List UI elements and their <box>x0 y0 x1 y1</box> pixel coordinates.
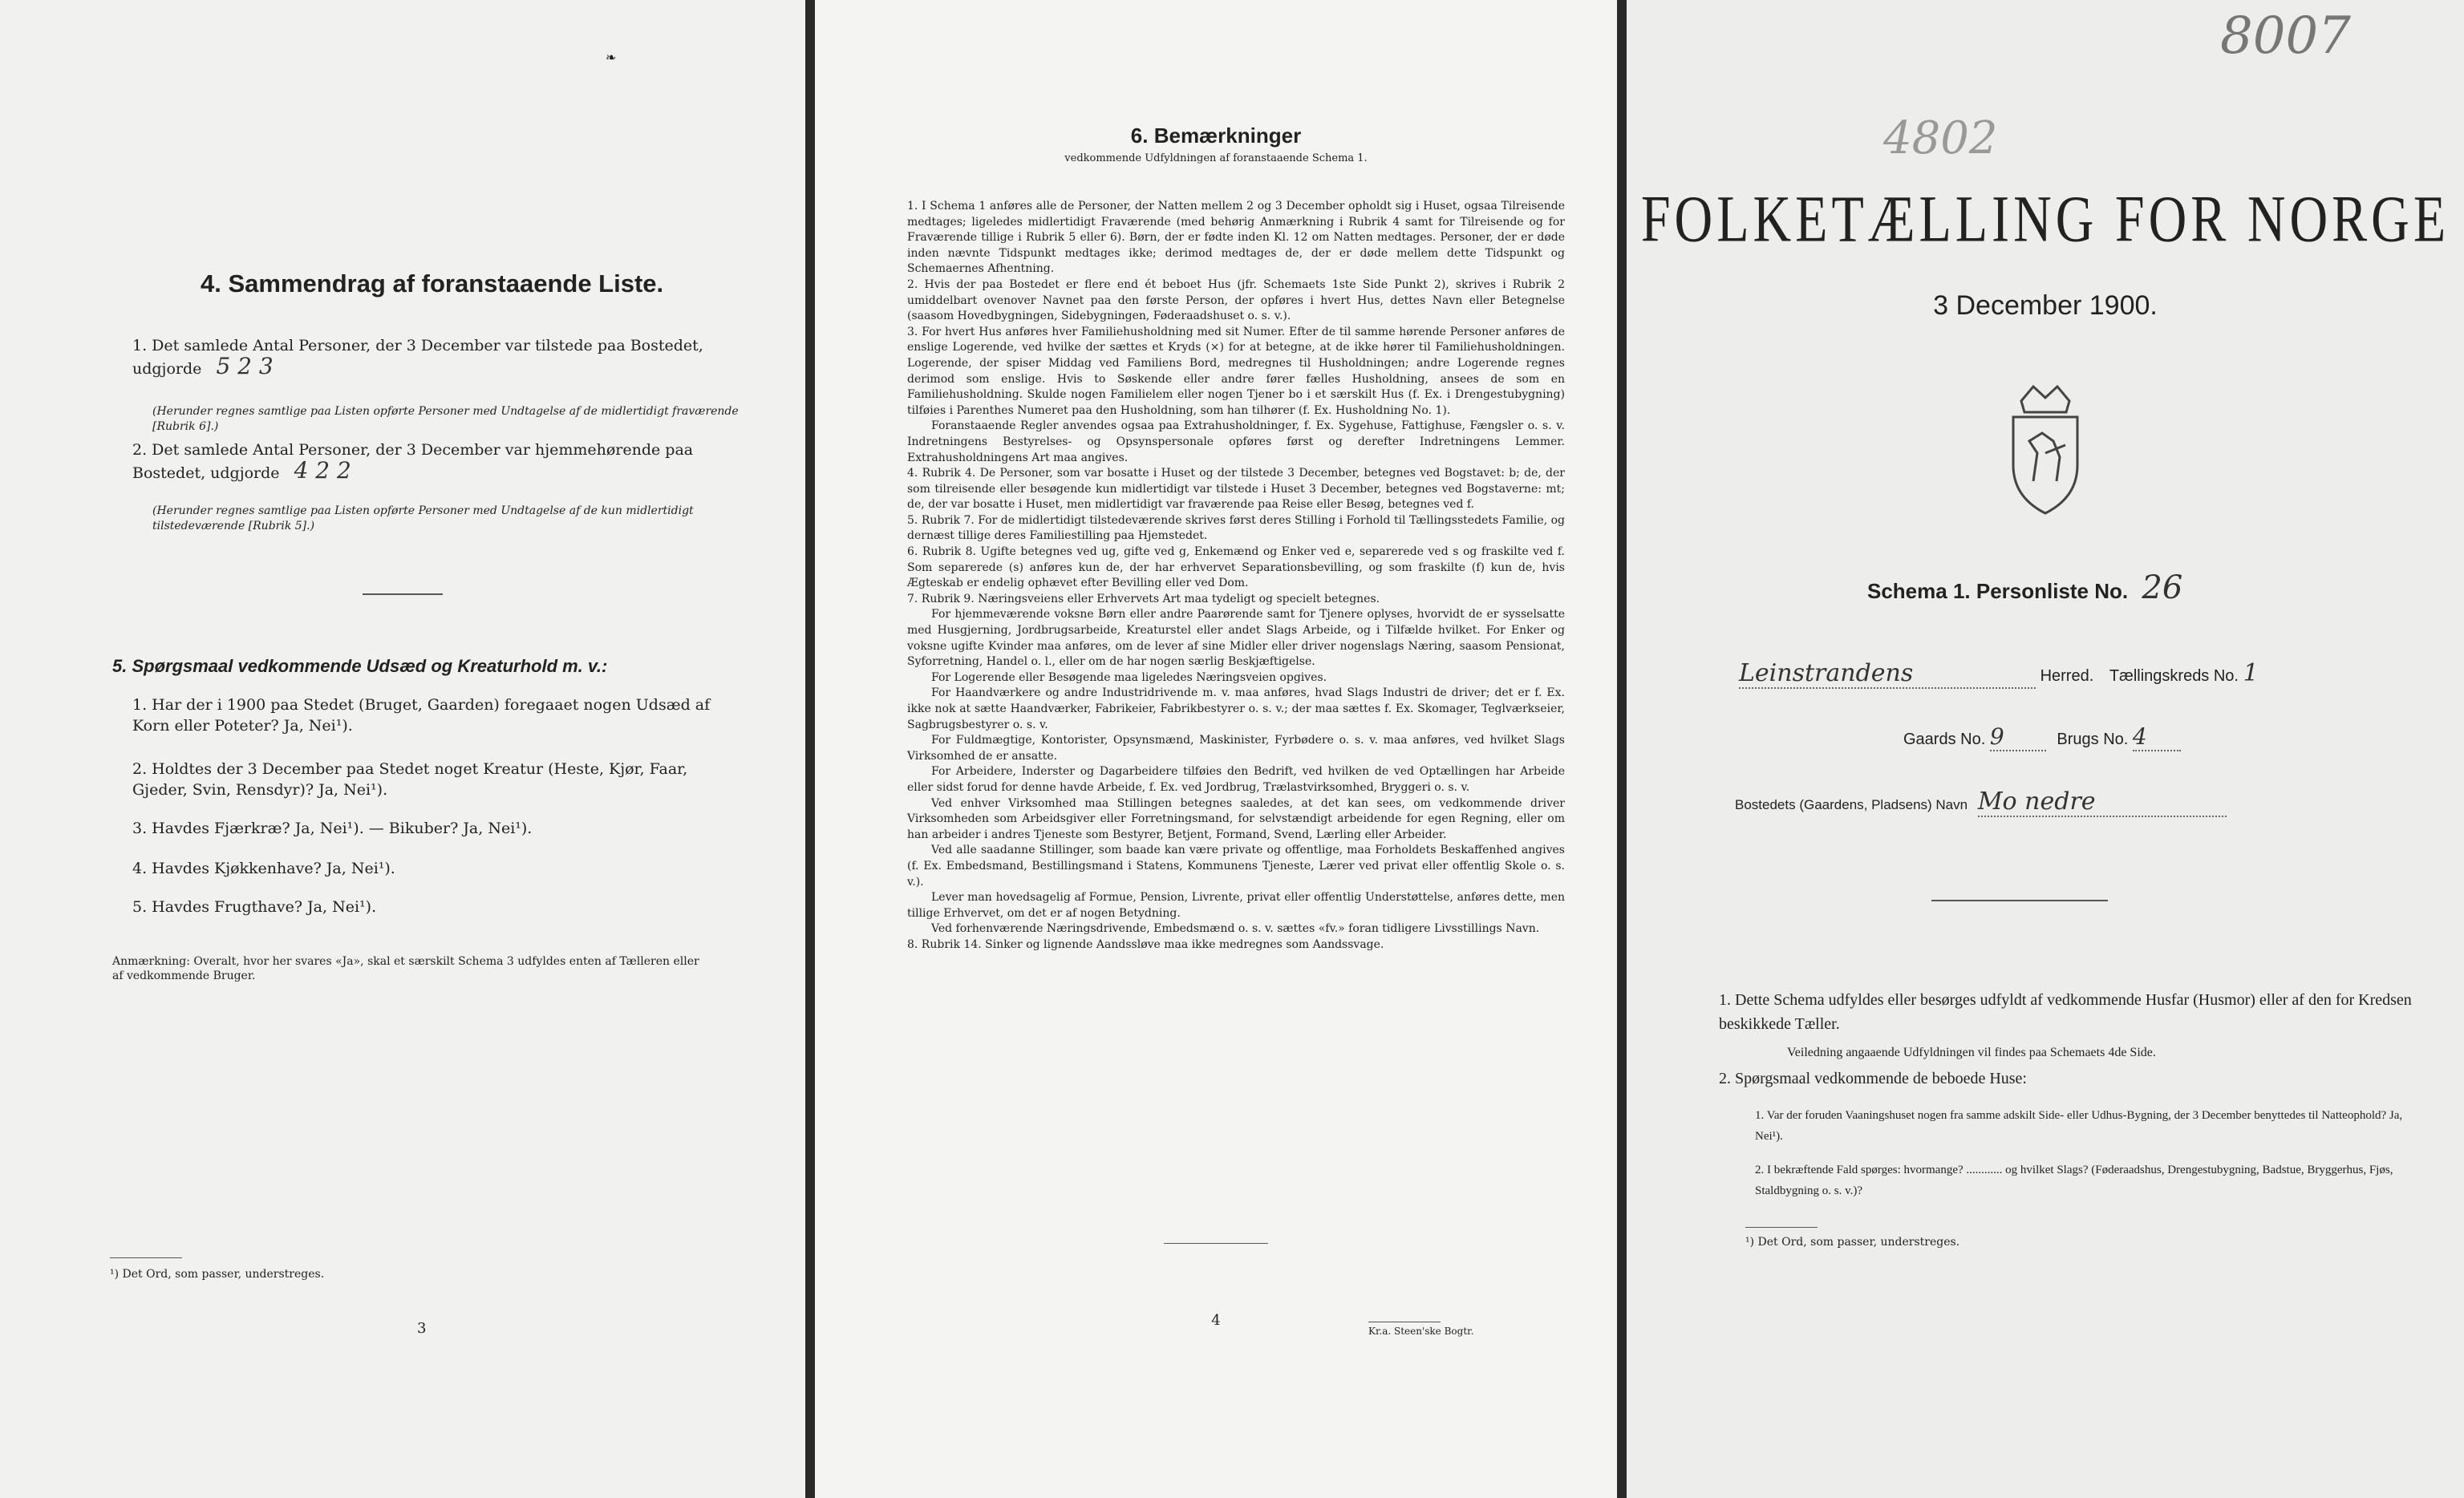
footnote: ¹) Det Ord, som passer, understreges. <box>1745 1236 1960 1249</box>
remark-item: 7. Rubrik 9. Næringsveiens eller Erhvervets Art maa tydeligt og specielt betegnes. <box>907 592 1380 605</box>
remark-item: 2. Hvis der paa Bostedet er flere end ét beboet Hus (jfr. Schemaets 1ste Side Punkt 2), skrives i Rubrik 2 umiddelbart ovenover Navnet paa den første Person, der opføres i hvert Hus, dettes Navn eller Betegnelse (saasom Hovedbygningen, Sidebygningen, Føderaadshuset o. s. v.). <box>907 277 1565 323</box>
gaards-value: 9 <box>1990 723 2046 751</box>
bosted-field <box>1735 787 2227 817</box>
summary-item-2-text: 2. Det samlede Antal Personer, der 3 December var hjemmehørende paa Bostedet, udgjorde <box>132 441 694 482</box>
section5-title: 5. Spørgsmaal vedkommende Udsæd og Kreaturhold m. v.: <box>112 656 608 676</box>
instruction-2-q2: 2. I bekræftende Fald spørges: hvormange? ............ og hvilket Slags? (Føderaadshus, Drengestubygning, Badstue, Bryggerhus, Fjøs, Staldbygning o. s. v.)? <box>1755 1164 2393 1197</box>
page-number: 3 <box>417 1320 427 1337</box>
remark-item: 1. I Schema 1 anføres alle de Personer, der Natten mellem 2 og 3 December opholdt sig i Huset, ogsaa Tilreisende medtages; ligeledes midlertidigt Fraværende (med behørig Anmærkning i Rubrik 4 samt for Tilreisende og for Fraværende tillige i Rubrik 5 eller 6). Børn, der er fødte inden Kl. 12 om Natten medtages. Personer, der er døde inden nævnte Tidspunkt medtages ikke; derimod medtages de, der er døde mellem dette Tidspunkt og Schemaernes Afhentning. <box>907 200 1565 276</box>
herred-label: Herred. <box>2040 667 2094 685</box>
summary-item-1-value: 5 2 3 <box>216 353 274 379</box>
brugs-label: Brugs No. <box>2057 731 2129 748</box>
ink-mark: ❧ <box>606 50 617 65</box>
gaards-label: Gaards No. <box>1903 731 1986 748</box>
page-number: 4 <box>1211 1312 1221 1329</box>
remark-item: For hjemmeværende voksne Børn eller andre Paarørende samt for Tjenere oplyses, hvorvidt de er sysselsatte med Husgjerning, Jordbrugsarbeide, Kreaturstel eller andet Slags Arbeide, og i Tilfælde hvilket. For Enker og voksne ugifte Kvinder maa anføres, om de lever af sine Midler eller driver nogenslags Næring, saasom Pensionat, Syforretning, Handel o. l., eller om de har nogen særlig Beskjæftigelse. <box>907 608 1565 669</box>
question-5: 5. Havdes Frugthave? Ja, Nei¹). <box>132 898 377 916</box>
page-middle <box>815 0 1617 1498</box>
remark-item: Ved forhenværende Næringsdrivende, Embedsmænd o. s. v. sættes «fv.» foran tidligere Livsstillings Navn. <box>931 922 1540 936</box>
instruction-2-q1: 1. Var der foruden Vaaningshuset nogen fra samme adskilt Side- eller Udhus-Bygning, der 3 December benyttedes til Natteophold? Ja, Nei¹). <box>1755 1109 2403 1143</box>
census-title: FOLKETÆLLING FOR NORGE <box>1640 182 2450 256</box>
remark-item: For Arbeidere, Inderster og Dagarbeidere tilføies den Bedrift, ved hvilken de ved Optællingen har Arbeide eller sidst forud for denne havde Arbeide, f. Ex. ved Jordbrug, Trælastvirksomhed, Bryggeri o. s. v. <box>907 765 1565 794</box>
gaards-field <box>1903 723 2181 751</box>
schema-label <box>1867 569 2182 606</box>
remark-item: 4. Rubrik 4. De Personer, som var bosatte i Huset og der tilstede 3 December, betegnes ved Bogstavet: b; de, der som tilreisende eller besøgende kun midlertidigt var tilstede i Huset 3 December, betegnes ved Bogstaverne: mt; de, der var bosatte i Huset, men midlertidigt var fraværende paa Reise eller Besøg, betegnes ved f. <box>907 467 1565 512</box>
remark-item: Foranstaaende Regler anvendes ogsaa paa Extrahusholdninger, f. Ex. Sygehuse, Fattighuse, Fængsler o. s. v. Indretningens Bestyrelses- og Opsynspersonale opføres først og derefter Indretningens Lemmer. Extrahusholdningens Art maa angives. <box>907 419 1565 464</box>
instruction-1: 1. Dette Schema udfyldes eller besørges udfyldt af vedkommende Husfar (Husmor) eller af den for Kredsen beskikkede Tæller. <box>1719 991 2412 1033</box>
summary-title: 4. Sammendrag af foranstaaende Liste. <box>201 269 664 298</box>
schema-label-text: Schema 1. Personliste No. <box>1867 579 2129 603</box>
remarks-subtitle: vedkommende Udfyldningen af foranstaaende Schema 1. <box>1064 152 1368 164</box>
bosted-value: Mo nedre <box>1978 787 2227 817</box>
kreds-value: 1 <box>2243 659 2259 687</box>
summary-item-1-text: 1. Det samlede Antal Personer, der 3 December var tilstede paa Bostedet, udgjorde <box>132 337 703 378</box>
summary-item-1 <box>132 335 742 379</box>
schema-number: 26 <box>2142 569 2183 606</box>
summary-item-2 <box>132 439 742 484</box>
remark: Anmærkning: Overalt, hvor her svares «Ja», skal et særskilt Schema 3 udfyldes enten af Tælleren eller af vedkommende Bruger. <box>112 955 699 982</box>
footnote-rule <box>1745 1227 1818 1228</box>
bosted-label: Bostedets (Gaardens, Pladsens) Navn <box>1735 797 1968 812</box>
question-1: 1. Har der i 1900 paa Stedet (Bruget, Gaarden) foregaaet nogen Udsæd af Korn eller Poteter? Ja, Nei¹). <box>132 696 711 735</box>
summary-item-2-value: 4 2 2 <box>294 457 351 484</box>
herred-field <box>1739 659 2259 689</box>
remark-item: 3. For hvert Hus anføres hver Familiehusholdning med sit Numer. Efter de til samme hørende Personer anføres de enslige Logerende, ved hvilke der sættes et Kryds (×) for at betegne, at de ikke hører til Familiehusholdningen. Logerende, der spiser Middag ved Familiens Bord, medregnes til Husholdningen; andre Logerende regnes derimod som enslige. Hvis to Søskende eller andre fører fælles Husholdning, ansees de som en Familiehusholdning. Skulde nogen Familielem eller nogen Tjener bo i et særskilt Hus (f. Ex. i Drengestubygning) tilføies i Parenthes Numeret paa den Husholdning, som han tilhører (f. Ex. Husholdning No. 1). <box>907 325 1565 417</box>
archive-mark-2: 4802 <box>1883 112 1998 164</box>
remark-item: Lever man hovedsagelig af Formue, Pension, Livrente, privat eller offentlig Understøttelse, anføres dette, men tillige Erhvervet, om det er af nogen Betydning. <box>907 891 1565 920</box>
divider <box>1164 1243 1268 1244</box>
footnote: ¹) Det Ord, som passer, understreges. <box>110 1268 325 1281</box>
remark-item: Ved enhver Virksomhed maa Stillingen betegnes saaledes, at det kan sees, om vedkommende driver Virksomheden som Arbeidsgiver eller Forretningsmand, for selvstændigt arbeidende for egen Regning, eller om han arbeider i andres Tjeneste som Bestyrer, Betjent, Formand, Svend, Lærling eller Arbeider. <box>907 796 1565 841</box>
summary-item-1-note: (Herunder regnes samtlige paa Listen opførte Personer med Undtagelse af de midlertidigt fraværende [Rubrik 6].) <box>152 405 739 433</box>
kreds-label: Tællingskreds No. <box>2109 667 2239 685</box>
printer-mark: Kr.a. Steen'ske Bogtr. <box>1368 1326 1474 1337</box>
question-4: 4. Havdes Kjøkkenhave? Ja, Nei¹). <box>132 860 395 877</box>
question-2: 2. Holdtes der 3 December paa Stedet noget Kreatur (Heste, Kjør, Faar, Gjeder, Svin, Rensdyr)? Ja, Nei¹). <box>132 760 688 799</box>
divider <box>1931 900 2108 901</box>
remark-item: 6. Rubrik 8. Ugifte betegnes ved ug, gifte ved g, Enkemænd og Enker ved e, separerede ved s og fraskilte ved f. Som separerede (s) anføres kun de, der har erhvervet Separationsbevilling, og som fraskilte (f) kun de, hvis Ægteskab er endelig ophævet efter Bevilling eller ved Dom. <box>907 545 1565 590</box>
question-3: 3. Havdes Fjærkræ? Ja, Nei¹). — Bikuber? Ja, Nei¹). <box>132 820 533 837</box>
summary-item-2-note: (Herunder regnes samtlige paa Listen opførte Personer med Undtagelse af de kun midlertidigt tilstedeværende [Rubrik 5].) <box>152 504 694 532</box>
herred-value: Leinstrandens <box>1739 659 2036 689</box>
remark-item: For Fuldmægtige, Kontorister, Opsynsmænd, Maskinister, Fyrbødere o. s. v. maa anføres, ved hvilket Slags Virksomhed de er ansatte. <box>907 734 1565 763</box>
remark-item: For Logerende eller Besøgende maa ligeledes Næringsveien opgives. <box>931 670 1327 684</box>
coat-of-arms-icon <box>1989 377 2101 518</box>
remark-item: 8. Rubrik 14. Sinker og lignende Aandssløve maa ikke medregnes som Aandssvage. <box>907 937 1384 951</box>
remark-item: Ved alle saadanne Stillinger, som baade kan være private og offentlige, maa Forholdets Beskaffenhed angives (f. Ex. Embedsmand, Bestillingsmand i Statens, Kommunens Tjeneste, Lærer ved privat eller offentlig Skole o. s. v.). <box>907 844 1565 889</box>
remark-item: 5. Rubrik 7. For de midlertidigt tilstedeværende skrives først deres Stilling i Forhold til Tællingsstedets Familie, og dernæst tillige deres Familiestilling paa Hjemstedet. <box>907 513 1565 543</box>
page-right <box>1627 0 2464 1498</box>
instruction-2: 2. Spørgsmaal vedkommende de beboede Huse: <box>1719 1070 2027 1087</box>
footnote-rule <box>110 1257 182 1258</box>
remarks-title: 6. Bemærkninger <box>1130 123 1302 148</box>
census-date: 3 December 1900. <box>1933 290 2158 321</box>
page-left <box>0 0 805 1498</box>
archive-mark-1: 8007 <box>2220 6 2351 66</box>
divider <box>363 593 443 595</box>
brugs-value: 4 <box>2133 723 2181 751</box>
instruction-1-sub: Veiledning angaaende Udfyldningen vil findes paa Schemaets 4de Side. <box>1787 1046 2156 1059</box>
remark-item: For Haandværkere og andre Industridrivende m. v. maa anføres, hvad Slags Industri de driver; det er f. Ex. ikke nok at sætte Haandværker, Fabrikeier, Fabrikbestyrer o. s. v.; der maa sættes f. Ex. Skomager, Teglværkseier, Sagbrugsbestyrer o. s. v. <box>907 686 1565 731</box>
remarks-list <box>907 199 1565 953</box>
